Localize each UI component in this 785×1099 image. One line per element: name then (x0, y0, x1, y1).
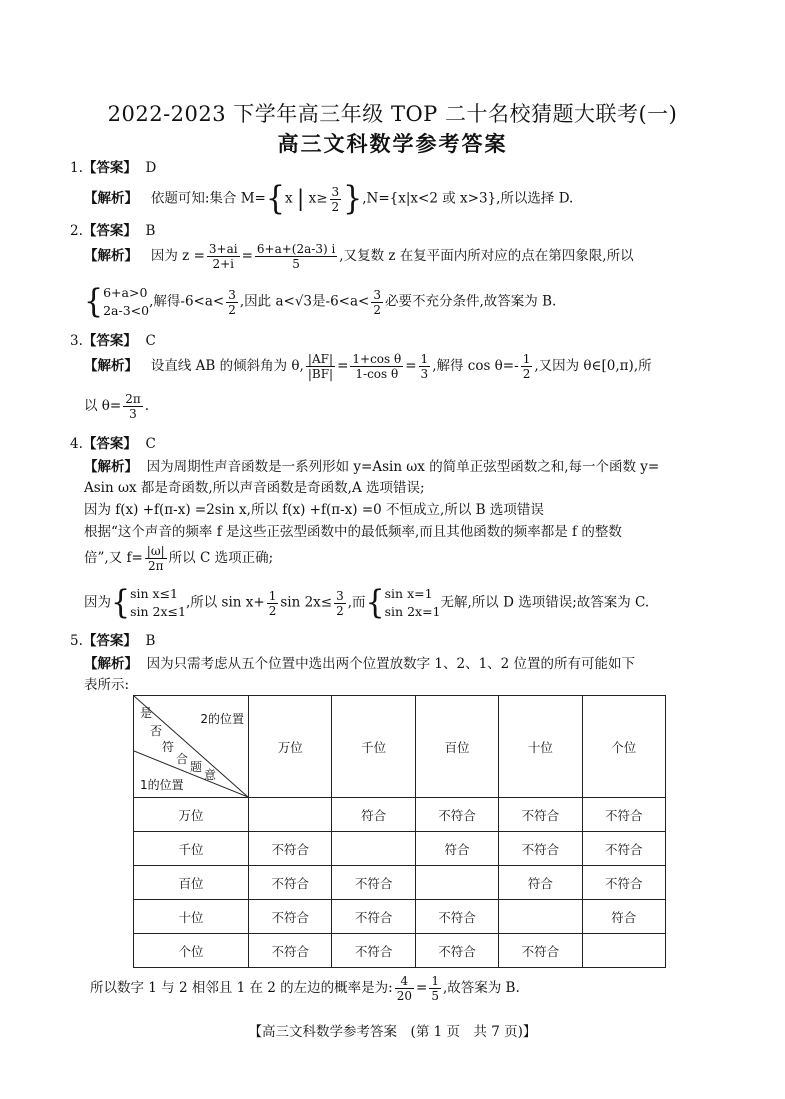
q2-text-3: ,解得-6<a< (149, 293, 225, 310)
q4-line-3: 因为 f(x) +f(π-x) =2sin x,所以 f(x) +f(π-x) =0 不恒成立,所以 B 选项错误 (84, 502, 544, 518)
q2-fraction-2 (255, 242, 337, 271)
document-title: 2022-2023 下学年高三年级 TOP 二十名校猜题大联考(一) (107, 102, 678, 126)
q3-fraction-4 (521, 352, 533, 381)
frac-den: 3 (420, 367, 429, 381)
table-cell: 不符合 (415, 798, 498, 832)
answer-label: 【答案】 (82, 436, 137, 452)
q3-text-4: 以 θ= (84, 398, 122, 414)
table-cell (415, 866, 498, 900)
frac-num: 1 (522, 352, 531, 366)
q3-text-3: ,又因为 θ∈[0,π),所 (534, 358, 652, 374)
answer-label: 【答案】 (82, 333, 137, 349)
column-header: 千位 (332, 696, 415, 798)
system-line: 2a-3<0 (103, 303, 150, 318)
q2-analysis-1 (84, 242, 634, 271)
q4-number: 4. (70, 436, 83, 452)
table-cell: 不符合 (249, 934, 332, 968)
frac-den: 3 (129, 407, 137, 421)
frac-num: 1 (431, 974, 439, 988)
q3-fraction-1 (306, 352, 335, 381)
frac-den: 5 (431, 989, 439, 1003)
q4-line-2: Asin ωx 都是奇函数,所以声音函数是奇函数,A 选项错误; (84, 480, 425, 496)
q4-line-4: 根据“这个声音的频率 f 是这些正弦型函数中的最低频率,而且其他函数的频率都是 f 的整数 (84, 524, 622, 540)
equals: = (337, 358, 349, 374)
frac-num: 1+cos θ (352, 352, 402, 366)
analysis-label: 【解析】 (84, 190, 138, 207)
corner-diagonal (134, 696, 248, 797)
table-row (134, 832, 666, 866)
frac-num: 6+a+(2a-3) i (256, 242, 336, 256)
q3-text-5: . (144, 398, 150, 414)
table-cell: 不符合 (582, 866, 665, 900)
q5-number: 5. (70, 633, 83, 649)
q3-number: 3. (70, 333, 83, 349)
q2-answer: B (145, 223, 156, 239)
table-row (134, 900, 666, 934)
column-header: 十位 (499, 696, 582, 798)
position-table (133, 695, 666, 968)
table-cell: 不符合 (415, 934, 498, 968)
q1-text-1: 依题可知:集合 M= (150, 190, 266, 207)
q5-line-2: 表所示: (84, 677, 130, 693)
frac-den: 20 (396, 989, 413, 1003)
q2-analysis-2 (84, 284, 556, 320)
q5-answer: B (145, 633, 156, 649)
equals: = (405, 358, 417, 374)
q4-system-a (130, 585, 186, 621)
column-header: 个位 (582, 696, 665, 798)
analysis-label: 【解析】 (84, 248, 138, 264)
q2-system (103, 284, 149, 320)
q2-text-1: 因为 z = (150, 248, 205, 264)
frac-den: 2 (522, 367, 531, 381)
q1-answer: D (145, 160, 157, 176)
q3-analysis-2 (84, 392, 149, 421)
table-cell: 符合 (582, 900, 665, 934)
corner-label-1-position: 1的位置 (140, 778, 184, 792)
left-brace: { (365, 583, 385, 622)
q2-answer-line (70, 219, 155, 239)
frac-den: 2 (373, 302, 381, 317)
table-cell (499, 900, 582, 934)
q4-line-1: 因为周期性声音函数是一系列形如 y=Asin ωx 的简单正弦型函数之和,每一个函数 y= (146, 459, 660, 475)
frac-den: 2 (336, 603, 344, 618)
q2-text-2: ,又复数 z 在复平面内所对应的点在第四象限,所以 (339, 248, 634, 264)
q1-analysis (84, 179, 574, 218)
q4-text: ,而 (347, 594, 366, 611)
q5-answer-line (70, 629, 155, 649)
row-header: 个位 (134, 934, 249, 968)
corner-char: 符 (162, 740, 175, 754)
column-header: 百位 (415, 696, 498, 798)
system-line: 6+a>0 (103, 285, 148, 300)
frac-num: 3 (336, 588, 344, 603)
q4-fraction-3 (334, 589, 346, 618)
q3-fraction-2 (350, 352, 403, 381)
q4-answer: C (145, 436, 156, 452)
table-cell: 不符合 (582, 832, 665, 866)
table-row (134, 934, 666, 968)
row-header: 千位 (134, 832, 249, 866)
q5-text: ,故答案为 B. (442, 980, 520, 996)
table-corner-cell (134, 696, 249, 798)
q4-line-6 (84, 585, 649, 621)
table-cell (582, 934, 665, 968)
row-header: 十位 (134, 900, 249, 934)
corner-char: 是 (140, 706, 153, 720)
table-cell: 不符合 (249, 832, 332, 866)
q4-line-5 (84, 544, 273, 573)
table-cell: 不符合 (249, 900, 332, 934)
frac-num: 1 (420, 352, 429, 366)
frac-den: 2π (147, 559, 164, 573)
q4-text: 无解,所以 D 选项错误;故答案为 C. (440, 594, 650, 611)
q1-text-4: ,N={x|x<2 或 x>3},所以选择 D. (362, 190, 574, 207)
frac-num: 1 (268, 588, 277, 603)
column-header: 万位 (249, 696, 332, 798)
table-cell: 不符合 (415, 900, 498, 934)
q2-fraction-1 (207, 242, 240, 271)
table-cell: 不符合 (499, 934, 582, 968)
system-line: sin 2x=1 (384, 604, 441, 619)
q1-number: 1. (70, 160, 83, 176)
system-line: sin x≤1 (130, 586, 179, 601)
frac-den: 1-cos θ (355, 367, 399, 381)
q3-analysis-1 (84, 352, 652, 381)
left-brace: { (111, 583, 131, 622)
q4-text: 因为 (84, 594, 111, 611)
page-footer: 【高三文科数学参考答案 (第 1 页 共 7 页)】 (248, 1024, 537, 1040)
frac-den: |BF| (307, 367, 334, 381)
corner-char: 意 (204, 768, 217, 782)
frac-den: 2 (228, 302, 236, 317)
table-header-row (134, 696, 666, 798)
equals: = (241, 248, 253, 264)
row-header: 万位 (134, 798, 249, 832)
table-cell (332, 832, 415, 866)
frac-num: 3+ai (208, 242, 238, 256)
document-subtitle: 高三文科数学参考答案 (277, 132, 508, 156)
table-cell: 不符合 (499, 832, 582, 866)
q3-answer: C (145, 333, 156, 349)
row-header: 百位 (134, 866, 249, 900)
q5-line-1: 因为只需考虑从五个位置中选出两个位置放数字 1、2、1、2 位置的所有可能如下 (146, 656, 636, 672)
answer-label: 【答案】 (82, 160, 137, 176)
bar-symbol: | (296, 186, 305, 212)
frac-den: 2+i (212, 257, 234, 271)
frac-num: 2π (125, 392, 141, 406)
q2-text-5: 必要不充分条件,故答案为 B. (384, 293, 557, 310)
table-cell (249, 798, 332, 832)
analysis-label: 【解析】 (84, 459, 138, 475)
equals: = (416, 980, 428, 996)
q2-number: 2. (70, 223, 83, 239)
frac-den: 2 (331, 199, 340, 214)
q4-text: 倍”,又 f= (84, 550, 143, 566)
q4-text: ,所以 sin x+ (185, 594, 265, 611)
q5-fraction-1 (395, 974, 414, 1003)
q1-answer-line (70, 156, 156, 176)
answer-label: 【答案】 (82, 633, 137, 649)
frac-num: |AF| (306, 352, 335, 367)
q2-fraction-3 (226, 288, 238, 317)
table-cell: 不符合 (249, 866, 332, 900)
frac-num: 3 (228, 287, 236, 302)
corner-char: 题 (190, 760, 203, 774)
q3-text-1: 设直线 AB 的倾斜角为 θ, (150, 358, 304, 374)
frac-num: 4 (395, 974, 414, 989)
analysis-label: 【解析】 (84, 358, 138, 374)
q5-fraction-2 (429, 974, 441, 1003)
right-brace: } (343, 179, 363, 218)
corner-label-2-position: 2的位置 (200, 712, 244, 726)
q4-answer-line (70, 432, 156, 452)
q5-text: 所以数字 1 与 2 相邻且 1 在 2 的左边的概率是为: (90, 980, 393, 996)
q2-fraction-4 (371, 288, 383, 317)
q4-system-b (385, 585, 441, 621)
q1-text-3: x≥ (308, 190, 328, 207)
frac-den: 5 (292, 257, 300, 271)
table-cell: 符合 (332, 798, 415, 832)
table-cell: 符合 (499, 866, 582, 900)
q1-text-2: x (284, 190, 293, 207)
q2-text-4: ,因此 a<√3是-6<a< (239, 293, 370, 310)
q4-text: 所以 C 选项正确; (168, 550, 274, 566)
analysis-label: 【解析】 (84, 656, 138, 672)
q5-conclusion (90, 974, 520, 1003)
table-cell: 不符合 (582, 798, 665, 832)
q4-fraction-1 (145, 544, 167, 573)
system-line: sin x=1 (384, 586, 433, 601)
table-cell: 不符合 (332, 900, 415, 934)
table-cell: 不符合 (332, 866, 415, 900)
frac-num: 3 (373, 287, 381, 302)
frac-num: 3 (331, 184, 340, 199)
q4-fraction-2 (267, 589, 279, 618)
q3-text-2: ,解得 cos θ=- (432, 358, 519, 374)
answer-label: 【答案】 (82, 223, 137, 239)
frac-num: |ω| (146, 544, 165, 558)
table-cell: 不符合 (332, 934, 415, 968)
left-brace: { (265, 179, 285, 218)
frac-den: 2 (268, 603, 277, 618)
corner-char: 否 (150, 724, 163, 738)
q4-analysis-1 (84, 455, 659, 475)
q3-fraction-5 (123, 392, 143, 421)
q1-fraction (330, 185, 342, 214)
table-cell: 符合 (415, 832, 498, 866)
q3-answer-line (70, 329, 156, 349)
table-row (134, 866, 666, 900)
corner-char: 合 (176, 752, 189, 766)
q5-analysis-1 (84, 652, 635, 672)
table-cell: 不符合 (499, 798, 582, 832)
q4-text: sin 2x≤ (280, 594, 333, 611)
table-row (134, 798, 666, 832)
system-line: sin 2x≤1 (130, 604, 186, 619)
q3-fraction-3 (419, 352, 431, 381)
left-brace: { (84, 282, 104, 321)
